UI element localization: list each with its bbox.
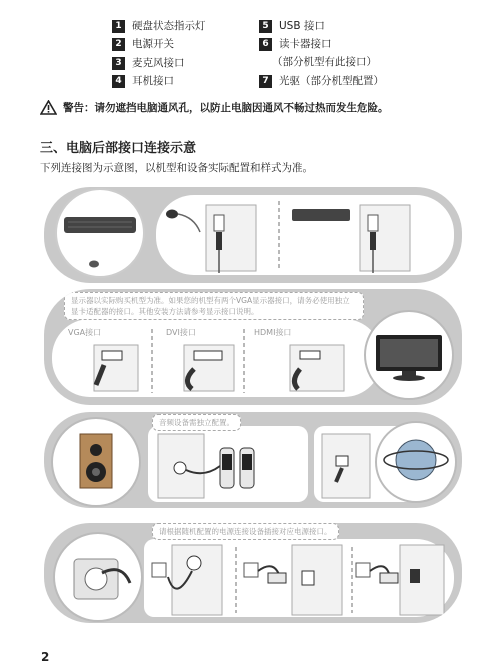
hdmi-label: HDMI接口 bbox=[254, 328, 292, 337]
display-illustration bbox=[44, 289, 462, 405]
legend-item bbox=[112, 36, 174, 54]
network-port-icon bbox=[336, 456, 348, 466]
legend-label: （部分机型有此接口） bbox=[272, 56, 377, 68]
legend-label: 电源开关 bbox=[132, 38, 174, 50]
legend-number: 4 bbox=[112, 75, 125, 88]
page-number: 2 bbox=[41, 650, 50, 664]
legend-number: 7 bbox=[259, 75, 272, 88]
legend-label: 读卡器接口 bbox=[279, 38, 332, 50]
legend-item bbox=[259, 36, 332, 54]
vga-port-icon bbox=[102, 351, 122, 360]
legend-label: 硬盘状态指示灯 bbox=[132, 20, 206, 32]
panel-keyboard-mouse bbox=[44, 187, 462, 283]
warning-text: 警告：请勿遮挡电脑通风孔，以防止电脑因通风不畅过热而发生危险。 bbox=[63, 102, 389, 114]
globe-icon bbox=[396, 440, 436, 480]
legend-item bbox=[112, 18, 206, 36]
legend-item bbox=[259, 18, 325, 36]
legend-number: 3 bbox=[112, 57, 125, 70]
legend-label: 光驱（部分机型配置） bbox=[279, 75, 384, 87]
legend-label: 麦克风接口 bbox=[132, 57, 185, 69]
legend-number: 2 bbox=[112, 38, 125, 51]
panel-audio-network bbox=[44, 412, 462, 508]
warning-icon bbox=[40, 100, 57, 115]
power-note: 请根据随机配置的电源连接设备插接对应电源接口。 bbox=[152, 523, 339, 540]
section-title: 三、电脑后部接口连接示意 bbox=[40, 141, 197, 156]
audio-network-illustration bbox=[44, 412, 462, 508]
warning-line bbox=[40, 100, 470, 115]
hdmi-port-icon bbox=[300, 351, 320, 359]
keyboard-icon bbox=[64, 217, 136, 233]
legend-number: 1 bbox=[112, 20, 125, 33]
power-socket-icon bbox=[187, 556, 201, 570]
dvi-port-icon bbox=[194, 351, 222, 360]
legend-label: 耳机接口 bbox=[132, 75, 174, 87]
power-illustration bbox=[44, 523, 462, 623]
panel-display bbox=[44, 289, 462, 405]
mouse-icon bbox=[166, 210, 178, 219]
audio-note: 音频设备需独立配置。 bbox=[152, 414, 241, 431]
dvi-label: DVI接口 bbox=[166, 328, 196, 337]
vga-label: VGA接口 bbox=[68, 328, 102, 337]
legend-item-continued bbox=[272, 54, 377, 72]
display-note: 显示器以实际购买机型为准。如果您的机型有两个VGA显示器接口，请务必使用独立显卡适配器的接口。其他安装方法请参考显示接口说明。 bbox=[64, 292, 364, 320]
legend-number: 5 bbox=[259, 20, 272, 33]
legend-item bbox=[112, 73, 174, 91]
legend-item bbox=[112, 55, 185, 73]
legend-label: USB 接口 bbox=[279, 20, 325, 32]
panel-power bbox=[44, 523, 462, 623]
legend-number: 6 bbox=[259, 38, 272, 51]
keyboard-mouse-illustration bbox=[44, 187, 462, 283]
intro-text: 下列连接图为示意图，以机型和设备实际配置和样式为准。 bbox=[40, 162, 313, 174]
legend-item bbox=[259, 73, 384, 91]
audio-jack-icon bbox=[174, 462, 186, 474]
